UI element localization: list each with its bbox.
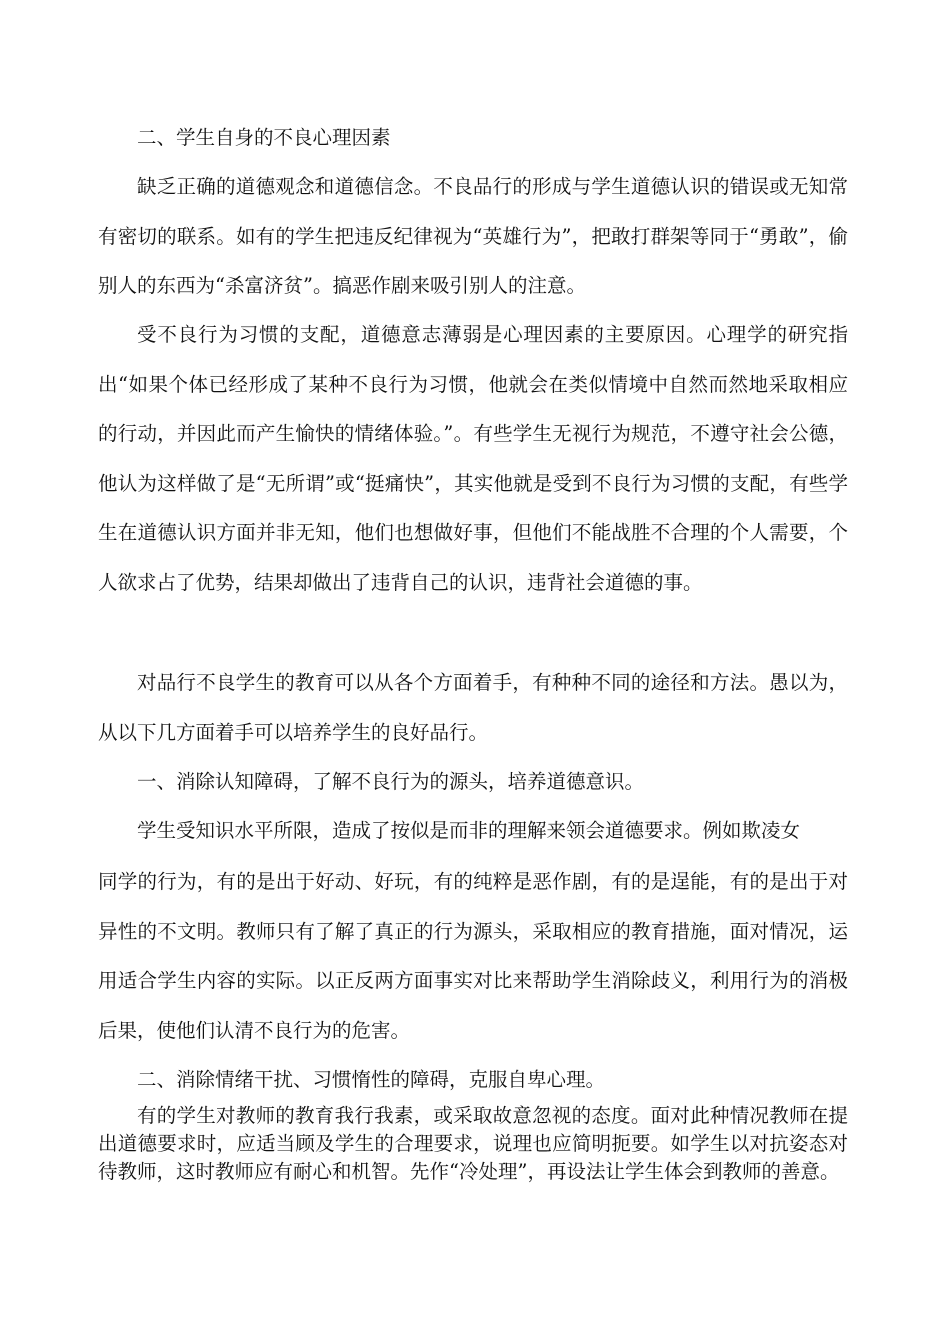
- section-heading-psychological-factors: 二、学生自身的不良心理因素: [137, 126, 391, 149]
- paragraph-teacher-attitude: 有的学生对教师的教育我行我素，或采取故意忽视的态度。面对此种情况教师在提出道德要求时，应适当顾及学生的合理要求，说理也应简明扼要。如学生以对抗姿态对待教师，这时教师应有耐心和机智。先作“冷处理”，再设法让学生体会到教师的善意。: [98, 1104, 848, 1183]
- section-heading-emotional-barriers: 二、消除情绪干扰、习惯惰性的障碍，克服自卑心理。: [137, 1068, 606, 1091]
- section-heading-cognitive-barriers: 一、消除认知障碍，了解不良行为的源头，培养道德意识。: [137, 770, 645, 793]
- paragraph-knowledge-level-first-line: 学生受知识水平所限，造成了按似是而非的理解来领会道德要求。例如欺凌女: [137, 819, 801, 842]
- paragraph-moral-concepts: 缺乏正确的道德观念和道德信念。不良品行的形成与学生道德认识的错误或无知常有密切的联系。如有的学生把违反纪律视为“英雄行为”，把敢打群架等同于“勇敢”，偷别人的东西为“杀富济贫”。搞恶作剧来吸引别人的注意。: [98, 175, 848, 297]
- paragraph-education-approach: 对品行不良学生的教育可以从各个方面着手，有种种不同的途径和方法。愚以为，从以下几方面着手可以培养学生的良好品行。: [98, 671, 848, 744]
- paragraph-knowledge-level-continued: 同学的行为，有的是出于好动、好玩，有的纯粹是恶作剧，有的是逞能，有的是出于对异性的不文明。教师只有了解了真正的行为源头，采取相应的教育措施，面对情况，运用适合学生内容的实际。以正反两方面事实对比来帮助学生消除歧义，利用行为的消极后果，使他们认清不良行为的危害。: [98, 870, 848, 1042]
- paragraph-bad-habits: 受不良行为习惯的支配，道德意志薄弱是心理因素的主要原因。心理学的研究指出“如果个体已经形成了某种不良行为习惯，他就会在类似情境中自然而然地采取相应的行动，并因此而产生愉快的情绪体验。”。有些学生无视行为规范，不遵守社会公德，他认为这样做了是“无所谓”或“挺痛快”，其实他就是受到不良行为习惯的支配，有些学生在道德认识方面并非无知，他们也想做好事，但他们不能战胜不合理的个人需要，个人欲求占了优势，结果却做出了违背自己的认识，违背社会道德的事。: [98, 323, 848, 594]
